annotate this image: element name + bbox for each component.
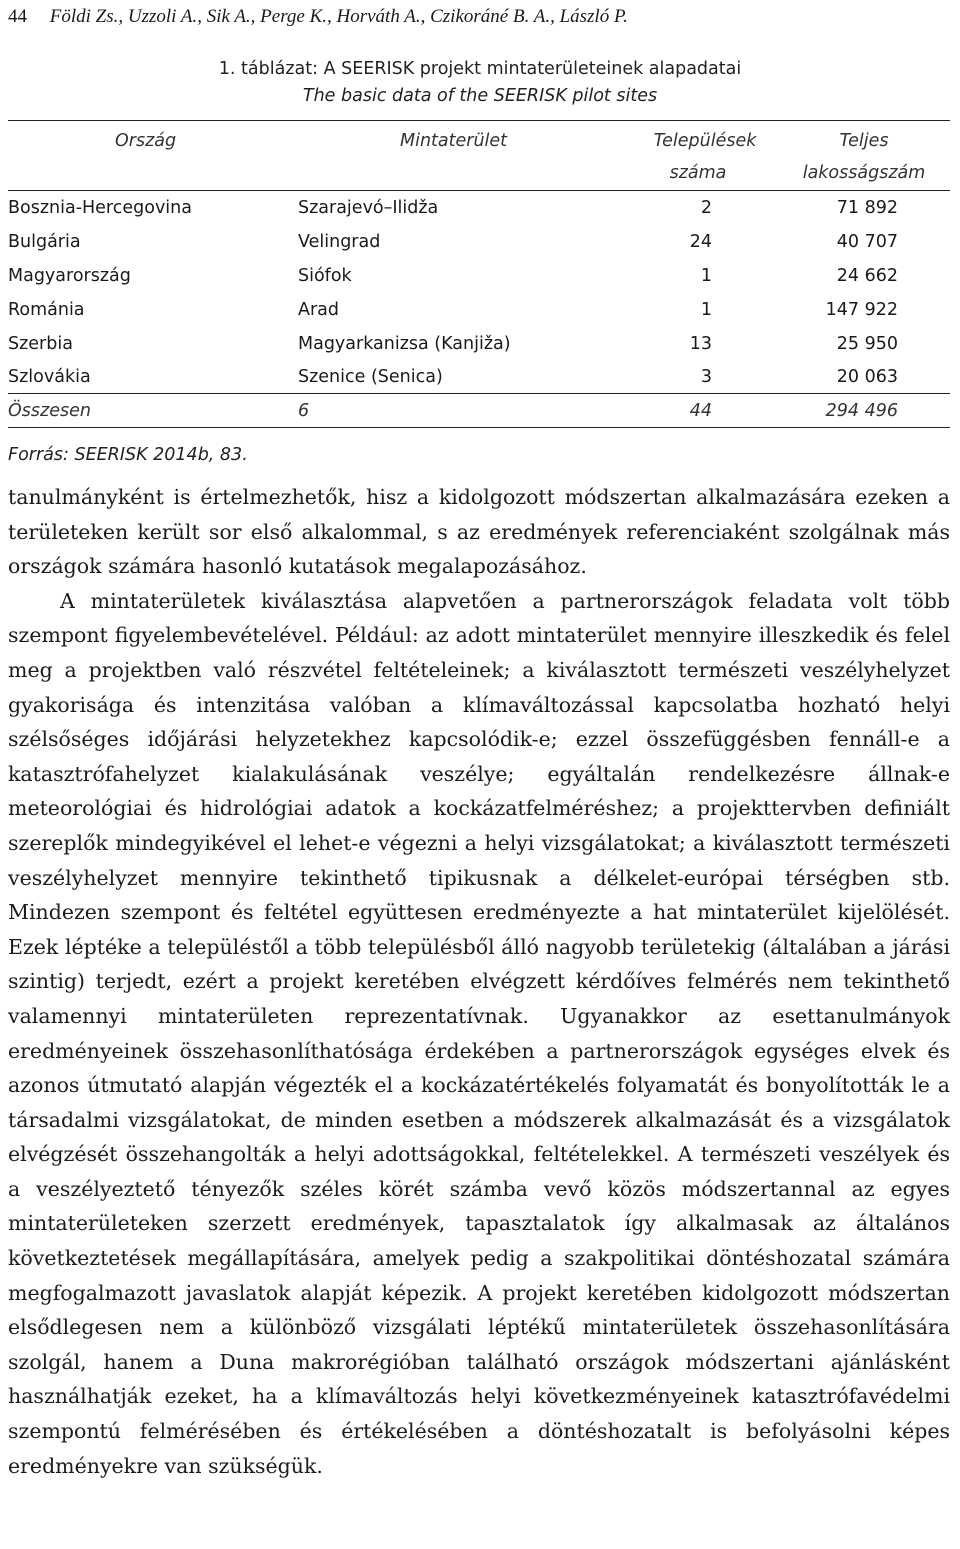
total-settlements: 44 [689, 401, 712, 421]
body-text [8, 480, 950, 1483]
cell-country: Bosznia-Hercegovina [8, 198, 192, 218]
cell-settlements: 13 [689, 334, 712, 354]
cell-population: 24 662 [836, 266, 898, 286]
column-header-population: Teljes [839, 131, 889, 151]
paragraph: A mintaterületek kiválasztása alapvetően a partnerországok feladata volt több szempont figyelembevételével. Például: az adott mintaterület mennyire illeszkedik és felel meg a projektben való részvétel feltételeinek; a kiválasztott természeti veszélyhelyzet gyakorisága és intenzitása valóban a klímaváltozással kapcsolatba hozható helyi szélsőséges időjárási helyzetekhez kapcsolódik-e; ezzel összefüggésben fennáll-e a katasztrófahelyzet kialakulásának veszélye; egyáltalán rendelkezésre állnak-e meteorológiai és hidrológiai adatok a kockázatfelméréshez; a projekttervben definiált szereplők mindegyikével el lehet-e végezni a helyi vizsgálatokat; a kiválasztott természeti veszélyhelyzet mennyire tekinthető tipikusnak a délkelet-európai térségben stb. Mindezen szempont és feltétel együttesen eredményezte a hat mintaterület kijelölését. Ezek léptéke a településtől a több településből álló nagyobb területekig (általában a járási szintig) terjedt, ezért a projekt keretében elvégzett kérdőíves felmérés nem tekinthető valamennyi mintaterületen reprezentatívnak. Ugyanakkor az esettanulmányok eredményeinek összehasonlíthatósága érdekében a partnerországok egységes elvek és azonos útmutató alapján végezték el a kockázatértékelés folyamatát és bonyolították le a társadalmi vizsgálatokat, de minden esetben a módszerek alkalmazását és a vizsgálatok elvégzését összehangolták a helyi adottságokkal, feltételekkel. A természeti veszélyek és a veszélyeztető tényezők széles körét számba vevő közös módszertannal az egyes mintaterületeken szerzett eredmények, tapasztalatok így alkalmasak az általános következtetések megállapítására, amelyek pedig a szakpolitikai döntéshozatal számára megfogalmazott javaslatok alapját képezik. A projekt keretében kidolgozott módszertan elsődlegesen nem a különböző vizsgálati léptékű mintaterületek összehasonlítására szolgál, hanem a Duna makrorégióban található országok módszertani ajánlásként használhatják ezeket, ha a klímaváltozás helyi következményeinek katasztrófavédelmi szempontú felmérésében és értékelésében a döntéshozatalt is befolyásolni képes eredményekre van szükségük. [8, 588, 950, 1478]
cell-site: Szenice (Senica) [298, 367, 443, 387]
table-caption-english: The basic data of the SEERISK pilot sites [302, 86, 658, 106]
cell-population: 147 922 [825, 300, 898, 320]
cell-population: 71 892 [836, 198, 898, 218]
cell-settlements: 1 [700, 300, 712, 320]
cell-country: Magyarország [8, 266, 131, 286]
paragraph: tanulmányként is értelmezhetők, hisz a kidolgozott módszertan alkalmazására ezeken a területeken került sor első alkalommal, s az eredmények referenciaként szolgálnak más országok számára hasonló kutatások megalapozásához. [8, 485, 950, 579]
cell-site: Szarajevó–Ilidža [298, 198, 439, 218]
table-bottom-rule [8, 427, 950, 428]
cell-site: Velingrad [298, 232, 381, 252]
cell-site: Magyarkanizsa (Kanjiža) [298, 334, 511, 354]
cell-country: Bulgária [8, 232, 81, 252]
page-number: 44 [8, 6, 27, 27]
column-header-country: Ország [115, 131, 177, 151]
column-header-settlements: Települések [653, 131, 757, 151]
table-top-rule [8, 120, 950, 121]
table-header-rule [8, 190, 950, 191]
column-header-site: Mintaterület [400, 131, 508, 151]
cell-settlements: 3 [700, 367, 712, 387]
cell-population: 25 950 [836, 334, 898, 354]
cell-site: Arad [298, 300, 339, 320]
cell-population: 40 707 [836, 232, 898, 252]
table-total-rule [8, 393, 950, 394]
total-sites: 6 [298, 401, 310, 421]
table-source-note: Forrás: SEERISK 2014b, 83. [8, 445, 248, 465]
cell-settlements: 1 [700, 266, 712, 286]
total-population: 294 496 [825, 401, 898, 421]
column-header-population-line2: lakosságszám [802, 163, 926, 183]
cell-site: Siófok [298, 266, 352, 286]
cell-settlements: 24 [689, 232, 712, 252]
cell-settlements: 2 [700, 198, 712, 218]
cell-country: Szlovákia [8, 367, 91, 387]
total-label: Összesen [8, 401, 91, 421]
running-header [8, 2, 628, 32]
cell-country: Románia [8, 300, 85, 320]
column-header-settlements-line2: száma [669, 163, 727, 183]
cell-population: 20 063 [836, 367, 898, 387]
table-caption: 1. táblázat: A SEERISK projekt mintaterületeinek alapadatai [218, 59, 742, 79]
cell-country: Szerbia [8, 334, 73, 354]
running-header-authors: Földi Zs., Uzzoli A., Sik A., Perge K., Horváth A., Czikoráné B. A., László P. [49, 6, 628, 27]
